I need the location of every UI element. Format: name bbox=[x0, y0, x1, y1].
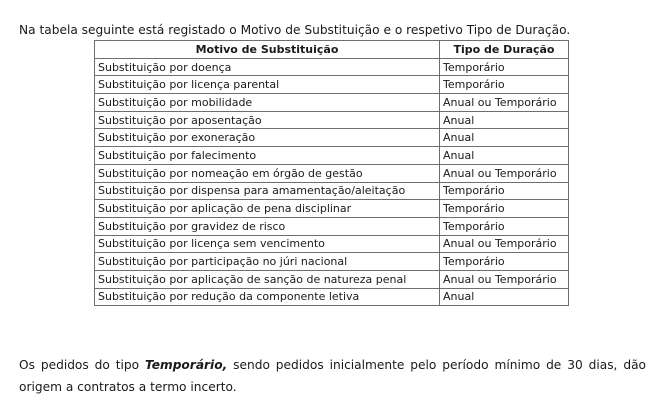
tipo-cell: Temporário bbox=[440, 182, 569, 200]
table-row bbox=[95, 200, 569, 218]
motivo-cell: Substituição por aposentação bbox=[95, 111, 440, 129]
motivo-cell: Substituição por participação no júri nacional bbox=[95, 253, 440, 271]
motivo-cell: Substituição por licença sem vencimento bbox=[95, 235, 440, 253]
tipo-cell: Anual bbox=[440, 129, 569, 147]
header-tipo-duracao: Tipo de Duração bbox=[440, 41, 569, 59]
header-motivo: Motivo de Substituição bbox=[95, 41, 440, 59]
motivo-cell: Substituição por dispensa para amamentação/aleitação bbox=[95, 182, 440, 200]
tipo-cell: Temporário bbox=[440, 200, 569, 218]
substitution-table bbox=[94, 40, 569, 306]
tipo-cell: Anual bbox=[440, 111, 569, 129]
tipo-cell: Anual bbox=[440, 147, 569, 165]
motivo-cell: Substituição por mobilidade bbox=[95, 94, 440, 112]
motivo-cell: Substituição por gravidez de risco bbox=[95, 217, 440, 235]
tipo-cell: Anual ou Temporário bbox=[440, 235, 569, 253]
table-row bbox=[95, 164, 569, 182]
outro-paragraph bbox=[19, 354, 646, 398]
table-row bbox=[95, 217, 569, 235]
outro-text-before: Os pedidos do tipo bbox=[19, 358, 145, 373]
table-row bbox=[95, 147, 569, 165]
table-row bbox=[95, 253, 569, 271]
table-row bbox=[95, 94, 569, 112]
motivo-cell: Substituição por falecimento bbox=[95, 147, 440, 165]
table-row bbox=[95, 111, 569, 129]
outro-text-after: sendo pedidos inicialmente pelo período mínimo de 30 dias, dão origem a contratos a termo incerto. bbox=[19, 358, 646, 395]
motivo-cell: Substituição por redução da componente letiva bbox=[95, 288, 440, 306]
table-row bbox=[95, 76, 569, 94]
table-row bbox=[95, 129, 569, 147]
tipo-cell: Temporário bbox=[440, 217, 569, 235]
table-row bbox=[95, 235, 569, 253]
motivo-cell: Substituição por exoneração bbox=[95, 129, 440, 147]
tipo-cell: Temporário bbox=[440, 58, 569, 76]
tipo-cell: Temporário bbox=[440, 253, 569, 271]
motivo-cell: Substituição por aplicação de pena disciplinar bbox=[95, 200, 440, 218]
outro-emphasis: Temporário, bbox=[145, 358, 228, 373]
tipo-cell: Anual ou Temporário bbox=[440, 270, 569, 288]
table-row bbox=[95, 58, 569, 76]
table-header-row bbox=[95, 41, 569, 59]
motivo-cell: Substituição por nomeação em órgão de gestão bbox=[95, 164, 440, 182]
table-row bbox=[95, 182, 569, 200]
motivo-cell: Substituição por aplicação de sanção de natureza penal bbox=[95, 270, 440, 288]
tipo-cell: Anual bbox=[440, 288, 569, 306]
intro-paragraph: Na tabela seguinte está registado o Motivo de Substituição e o respetivo Tipo de Duração. bbox=[19, 23, 571, 38]
motivo-cell: Substituição por licença parental bbox=[95, 76, 440, 94]
tipo-cell: Anual ou Temporário bbox=[440, 94, 569, 112]
motivo-cell: Substituição por doença bbox=[95, 58, 440, 76]
tipo-cell: Anual ou Temporário bbox=[440, 164, 569, 182]
tipo-cell: Temporário bbox=[440, 76, 569, 94]
table-row bbox=[95, 288, 569, 306]
table-row bbox=[95, 270, 569, 288]
